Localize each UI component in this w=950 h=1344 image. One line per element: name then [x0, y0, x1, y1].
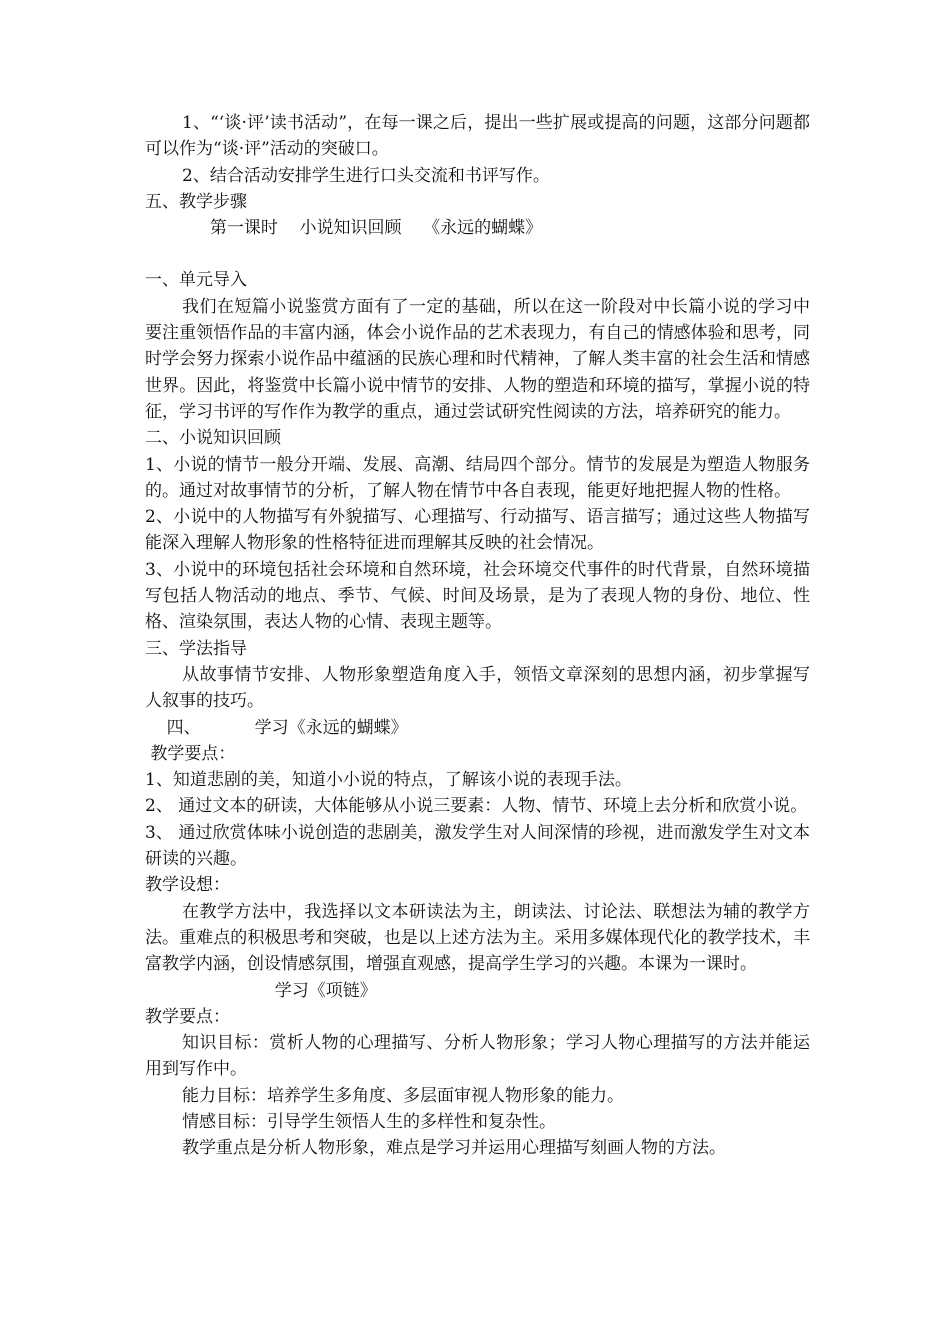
paragraph-ability-goal: 能力目标：培养学生多角度、多层面审视人物形象的能力。	[182, 1085, 624, 1106]
list-item-key-point-2: 2、 通过文本的研读，大体能够从小说三要素：人物、情节、环境上去分析和欣赏小说。	[145, 796, 808, 817]
paragraph-knowledge-goal: 知识目标：赏析人物的心理描写、分析人物形象；学习人物心理描写的方法并能运用到写作中。	[145, 1033, 810, 1080]
blank-line	[145, 241, 810, 267]
paragraph-teaching-focus: 教学重点是分析人物形象，难点是学习并运用心理描写刻画人物的方法。	[182, 1138, 726, 1159]
paragraph-knowledge-character: 2、小说中的人物描写有外貌描写、心理描写、行动描写、语言描写；通过这些人物描写能深入理解人物形象的性格特征进而理解其反映的社会情况。	[145, 507, 810, 554]
lesson-one-title: 第一课时 小说知识回顾 《永远的蝴蝶》	[145, 218, 543, 239]
heading-teaching-steps: 五、教学步骤	[145, 191, 247, 212]
paragraph-knowledge-plot: 1、小说的情节一般分开端、发展、高潮、结局四个部分。情节的发展是为塑造人物服务的。通过对故事情节的分析，了解人物在情节中各自表现，能更好地把握人物的性格。	[145, 454, 810, 501]
heading-key-points-b: 教学要点：	[145, 1006, 230, 1027]
paragraph-emotion-goal: 情感目标：引导学生领悟人生的多样性和复杂性。	[182, 1111, 556, 1132]
paragraph-study-method: 从故事情节安排、人物形象塑造角度入手，领悟文章深刻的思想内涵，初步掌握写人叙事的技巧。	[145, 664, 810, 712]
paragraph-unit-intro: 我们在短篇小说鉴赏方面有了一定的基础，所以在这一阶段对中长篇小说的学习中要注重领悟作品的丰富内涵，体会小说作品的艺术表现力，有自己的情感体验和思考，同时学会努力探索小说作品中蕴涵的民族心理和时代精神，了解人类丰富的社会生活和情感世界。因此，将鉴赏中长篇小说中情节的安排、人物的塑造和环境的描写，掌握小说的特征，学习书评的写作作为教学的重点，通过尝试研究性阅读的方法，培养研究的能力。	[145, 296, 810, 422]
heading-butterfly-lesson: 四、 学习《永远的蝴蝶》	[145, 717, 408, 738]
heading-necklace-lesson: 学习《项链》	[145, 980, 377, 1001]
heading-key-points-a: 教学要点：	[145, 743, 236, 764]
paragraph-activity-2: 2、结合活动安排学生进行口头交流和书评写作。	[182, 165, 550, 186]
paragraph-teaching-design: 在教学方法中，我选择以文本研读法为主，朗读法、讨论法、联想法为辅的教学方法。重难点的积极思考和突破，也是以上述方法为主。采用多媒体现代化的教学技术，丰富教学内涵，创设情感氛围，增强直观感，提高学生学习的兴趣。本课为一课时。	[145, 901, 810, 975]
heading-unit-intro: 一、单元导入	[145, 270, 247, 291]
heading-teaching-design: 教学设想：	[145, 875, 230, 896]
document-page	[145, 110, 810, 1162]
list-item-key-point-1: 1、知道悲剧的美，知道小小说的特点，了解该小说的表现手法。	[145, 770, 632, 791]
paragraph-activity-1: 1、“‘谈·评’读书活动”，在每一课之后，提出一些扩展或提高的问题，这部分问题都可以作为“谈·评”活动的突破口。	[145, 113, 810, 160]
paragraph-knowledge-environment: 3、小说中的环境包括社会环境和自然环境，社会环境交代事件的时代背景，自然环境描写包括人物活动的地点、季节、气候、时间及场景，是为了表现人物的身份、地位、性格、渲染氛围，表达人物的心情、表现主题等。	[145, 559, 810, 633]
list-item-key-point-3: 3、 通过欣赏体味小说创造的悲剧美，激发学生对人间深情的珍视，进而激发学生对文本研读的兴趣。	[145, 822, 810, 870]
heading-study-method: 三、学法指导	[145, 638, 247, 659]
heading-novel-knowledge: 二、小说知识回顾	[145, 428, 281, 449]
